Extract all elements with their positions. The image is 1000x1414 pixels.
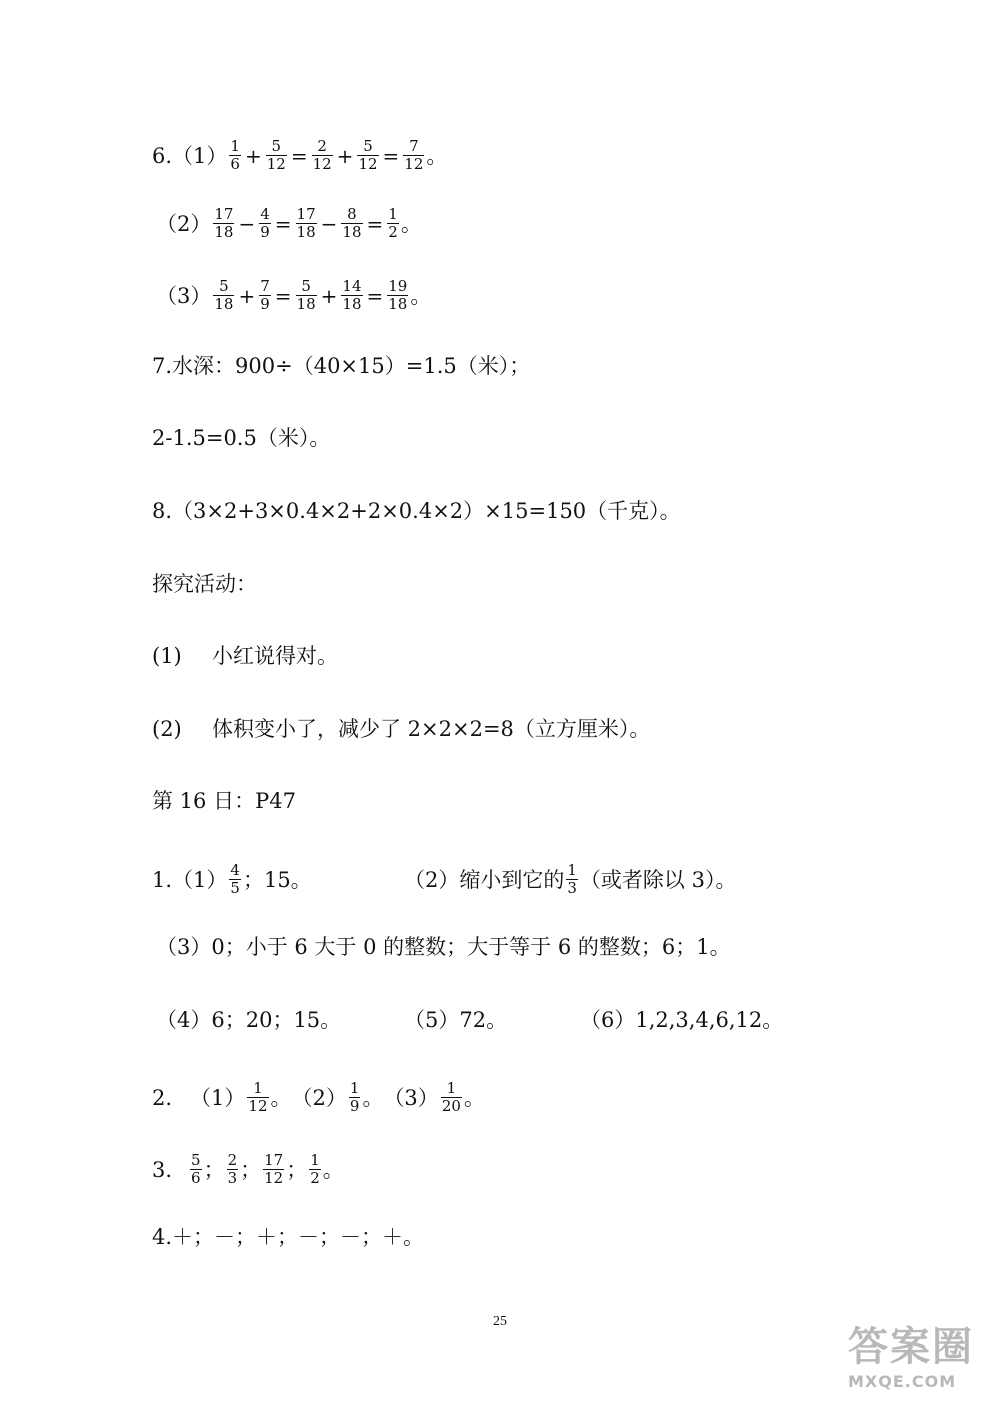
d16-q2: 2. （1） $\frac{1}{12}$ 。 （2） $\frac{1}{9}$ 。 （3） $\frac{1}{20}$ 。: [152, 1079, 485, 1115]
fraction: $\frac{17}{18}$: [214, 205, 234, 241]
q7-line1: 7.水深：900÷（40×15）=1.5（米）；: [152, 354, 531, 378]
fraction: $\frac{19}{18}$: [388, 277, 408, 313]
d16-q1-row2: （3）0；小于 6 大于 0 的整数；大于等于 6 的整数；6；1。: [156, 935, 731, 959]
fraction: $\frac{14}{18}$: [342, 277, 362, 313]
fraction: $\frac{8}{18}$: [342, 205, 362, 241]
fraction: $\frac{1}{9}$: [349, 1079, 360, 1115]
q6-part2: （2） $\frac{17}{18}$ − $\frac{4}{9}$ = $\frac{17}{18}$ − $\frac{8}{18}$ = $\frac{1}{2}$ 。: [156, 205, 422, 241]
fraction: $\frac{5}{12}$: [266, 137, 286, 173]
fraction: $\frac{5}{12}$: [358, 137, 378, 173]
watermark-logo: 答案圈 MXQE.COM: [848, 1324, 974, 1391]
d16-q4: 4.＋；－；＋；－；－；＋。: [152, 1225, 425, 1249]
fraction: $\frac{1}{20}$: [441, 1079, 461, 1115]
fraction: $\frac{5}{18}$: [296, 277, 316, 313]
d16-q1-row3-b: （5）72。: [404, 1008, 508, 1032]
fraction: $\frac{5}{18}$: [214, 277, 234, 313]
fraction: $\frac{2}{3}$: [227, 1151, 238, 1187]
q7-line2: 2-1.5=0.5（米）。: [152, 426, 331, 450]
q6-part3: （3） $\frac{5}{18}$ + $\frac{7}{9}$ = $\frac{5}{18}$ + $\frac{14}{18}$ = $\frac{19}{18}$ 。: [156, 277, 432, 313]
q6-part1: 6.（1） $\frac{1}{6}$ + $\frac{5}{12}$ = $\frac{2}{12}$ + $\frac{5}{12}$ = $\frac{7}{12}$ 。: [152, 137, 448, 173]
fraction: $\frac{4}{5}$: [230, 861, 240, 897]
page-number: 25: [493, 1314, 507, 1329]
fraction: $\frac{17}{12}$: [264, 1151, 284, 1187]
fraction: $\frac{7}{9}$: [260, 277, 270, 313]
fraction: $\frac{1}{2}$: [310, 1151, 320, 1187]
fraction: $\frac{1}{12}$: [248, 1079, 268, 1115]
day16-title: 第 16 日：P47: [152, 789, 296, 813]
d16-q1-row3-a: （4）6；20；15。: [156, 1008, 342, 1032]
d16-q1-row3-c: （6）1,2,3,4,6,12。: [580, 1008, 784, 1032]
q8-line: 8.（3×2+3×0.4×2+2×0.4×2）×15=150（千克）。: [152, 499, 681, 523]
fraction: $\frac{2}{12}$: [312, 137, 332, 173]
d16-q3: 3. $\frac{5}{6}$ ； $\frac{2}{3}$ ； $\frac{17}{12}$ ； $\frac{1}{2}$ 。: [152, 1151, 344, 1187]
fraction: $\frac{1}{6}$: [230, 137, 240, 173]
explore-item-1: (1) 小红说得对。: [152, 644, 338, 668]
d16-q1-row1: 1.（1） $\frac{4}{5}$ ；15。: [152, 861, 312, 897]
fraction: $\frac{5}{6}$: [191, 1151, 201, 1187]
d16-q1-row1-b: （2）缩小到它的 $\frac{1}{3}$ （或者除以 3）。: [404, 861, 737, 897]
fraction: $\frac{17}{18}$: [296, 205, 316, 241]
fraction: $\frac{1}{3}$: [567, 861, 577, 897]
fraction: $\frac{4}{9}$: [260, 205, 270, 241]
fraction: $\frac{1}{2}$: [388, 205, 398, 241]
explore-title: 探究活动：: [152, 572, 257, 596]
explore-item-2: (2) 体积变小了，减少了 2×2×2=8（立方厘米）。: [152, 717, 651, 741]
fraction: $\frac{7}{12}$: [404, 137, 424, 173]
